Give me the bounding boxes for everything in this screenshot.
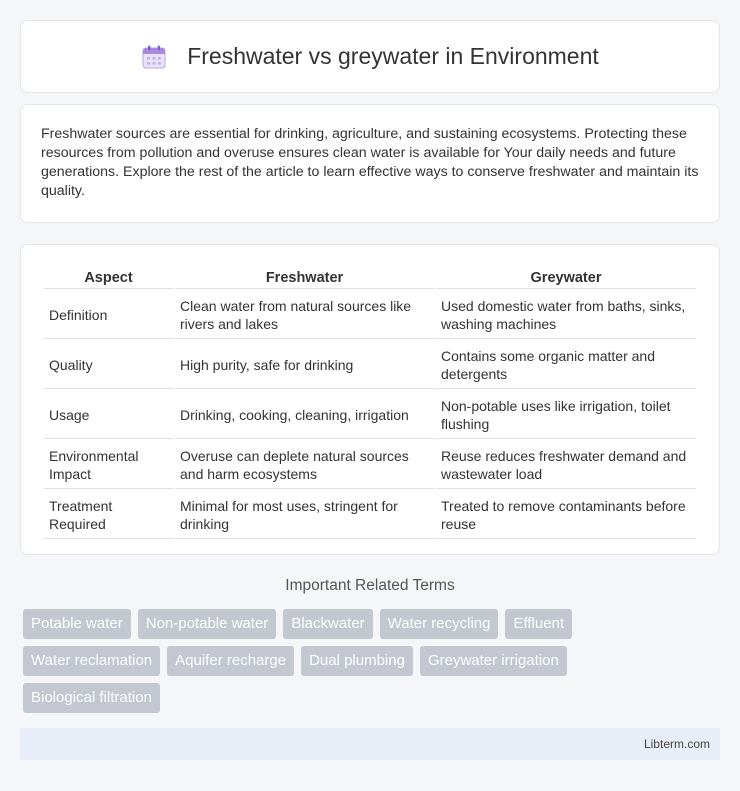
footer-site-link[interactable]: Libterm.com xyxy=(643,737,710,751)
related-terms-title: Important Related Terms xyxy=(285,577,455,594)
header-freshwater: Freshwater xyxy=(175,267,434,289)
cell-freshwater: Clean water from natural sources like rivers and lakes xyxy=(175,291,434,339)
cell-freshwater: High purity, safe for drinking xyxy=(175,341,434,389)
footer xyxy=(20,728,720,760)
table-row xyxy=(44,441,696,489)
table-row xyxy=(44,291,696,339)
header-card xyxy=(20,20,720,93)
table-header-row xyxy=(44,267,696,289)
related-term-tag[interactable]: Blackwater xyxy=(283,609,372,639)
related-term-tag[interactable]: Aquifer recharge xyxy=(167,646,294,676)
calendar-icon xyxy=(141,44,167,70)
related-terms-list xyxy=(23,609,703,713)
related-term-tag[interactable]: Greywater irrigation xyxy=(420,646,567,676)
cell-aspect: Usage xyxy=(44,391,173,439)
related-term-tag[interactable]: Effluent xyxy=(505,609,572,639)
comparison-table xyxy=(42,265,698,541)
page-title: Freshwater vs greywater in Environment xyxy=(187,43,599,69)
cell-freshwater: Drinking, cooking, cleaning, irrigation xyxy=(175,391,434,439)
related-term-tag[interactable]: Non-potable water xyxy=(138,609,277,639)
title-wrap xyxy=(141,43,599,70)
cell-greywater: Treated to remove contaminants before reuse xyxy=(436,491,696,539)
table-row xyxy=(44,391,696,439)
related-term-tag[interactable]: Water reclamation xyxy=(23,646,160,676)
cell-aspect: Treatment Required xyxy=(44,491,173,539)
cell-greywater: Reuse reduces freshwater demand and wastewater load xyxy=(436,441,696,489)
cell-greywater: Used domestic water from baths, sinks, washing machines xyxy=(436,291,696,339)
table-row xyxy=(44,341,696,389)
header-aspect: Aspect xyxy=(44,267,173,289)
comparison-table-card xyxy=(20,244,720,555)
cell-freshwater: Overuse can deplete natural sources and harm ecosystems xyxy=(175,441,434,489)
cell-greywater: Contains some organic matter and detergents xyxy=(436,341,696,389)
cell-aspect: Environmental Impact xyxy=(44,441,173,489)
intro-card xyxy=(20,104,720,223)
cell-aspect: Definition xyxy=(44,291,173,339)
related-term-tag[interactable]: Biological filtration xyxy=(23,683,160,713)
related-term-tag[interactable]: Potable water xyxy=(23,609,131,639)
header-greywater: Greywater xyxy=(436,267,696,289)
table-row xyxy=(44,491,696,539)
related-term-tag[interactable]: Dual plumbing xyxy=(301,646,413,676)
cell-greywater: Non-potable uses like irrigation, toilet flushing xyxy=(436,391,696,439)
related-term-tag[interactable]: Water recycling xyxy=(380,609,499,639)
cell-freshwater: Minimal for most uses, stringent for drinking xyxy=(175,491,434,539)
intro-text: Freshwater sources are essential for drinking, agriculture, and sustaining ecosystems. Protecting these resources from pollution and overuse ensures clean water is available for Your daily needs and future generations. Explore the rest of the article to learn effective ways to conserve freshwater and maintain its quality. xyxy=(41,126,699,199)
cell-aspect: Quality xyxy=(44,341,173,389)
